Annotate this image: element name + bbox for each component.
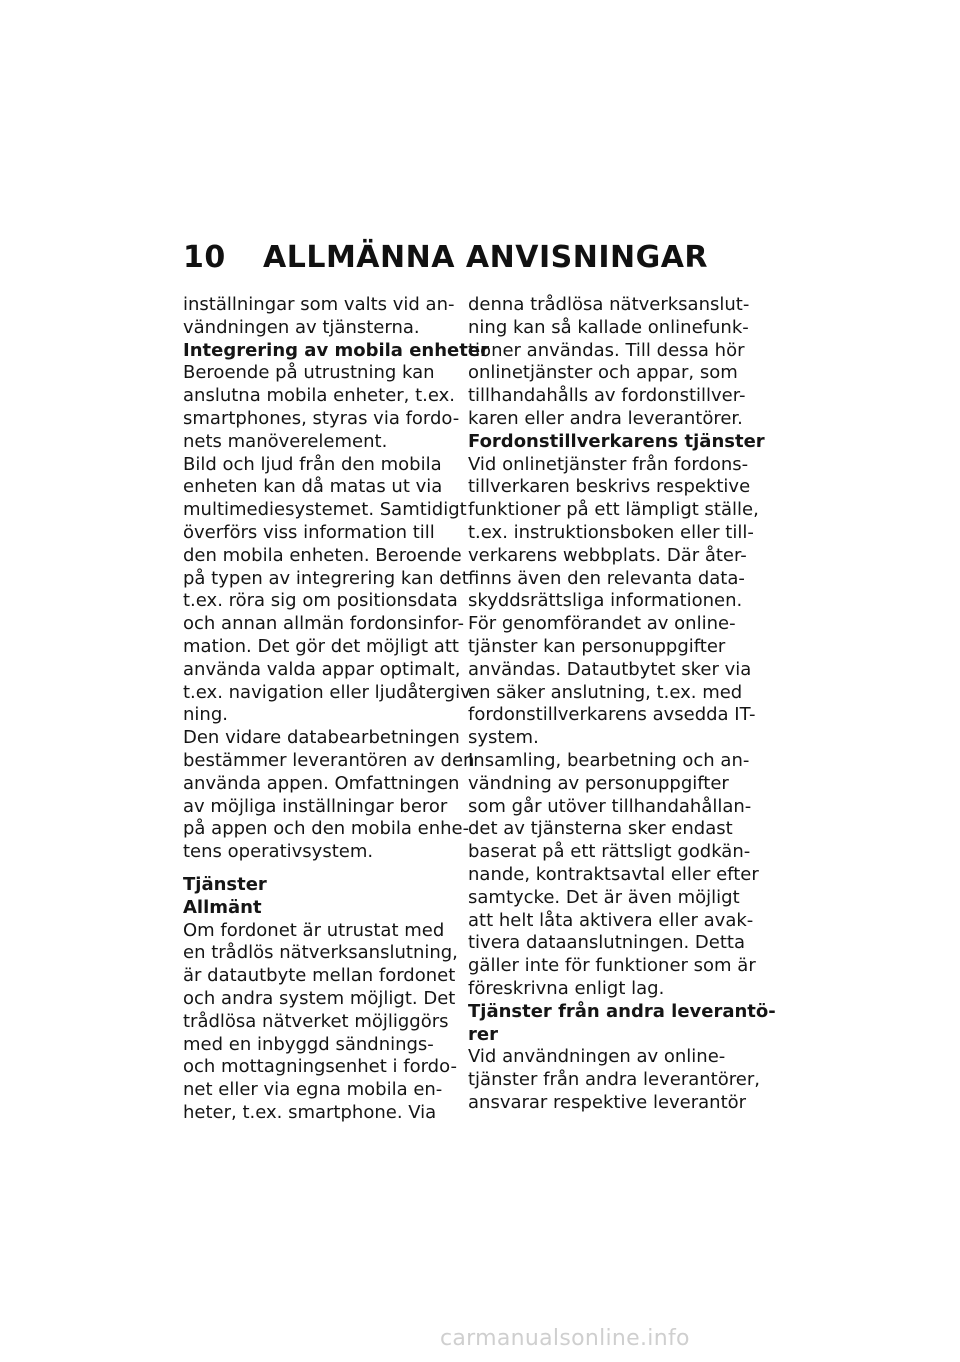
text-line: smartphones, styras via fordo- [183, 407, 460, 429]
text-line: tivera dataanslutningen. Detta [468, 932, 746, 954]
text-line: tjänster kan personuppgifter [468, 635, 726, 657]
subsection-heading-cont: rer [468, 1023, 498, 1045]
text-line: och annan allmän fordonsinfor- [183, 613, 464, 635]
text-line: och mottagningsenhet i fordo- [183, 1056, 457, 1078]
text-line: nets manöverelement. [183, 430, 388, 452]
text-line: net eller via egna mobila en- [183, 1079, 443, 1101]
text-line: tens operativsystem. [183, 841, 374, 863]
text-line: överförs viss information till [183, 521, 435, 543]
text-line: Beroende på utrustning kan [183, 362, 435, 384]
section-heading: Tjänster [183, 873, 267, 895]
chapter-title: ALLMÄNNA ANVISNINGAR [263, 240, 709, 275]
text-line: den mobila enheten. Beroende [183, 544, 462, 566]
text-line: t.ex. instruktionsboken eller till- [468, 521, 754, 543]
text-line: användas. Datautbytet sker via [468, 658, 752, 680]
left-column [183, 294, 489, 1125]
text-line: föreskrivna enligt lag. [468, 977, 665, 999]
subsection-heading: Fordonstillverkarens tjänster [468, 430, 765, 452]
text-line: på typen av integrering kan det [183, 567, 469, 589]
right-column [468, 294, 776, 1115]
text-line: denna trådlösa nätverksanslut- [468, 294, 750, 315]
text-line: vändning av personuppgifter [468, 772, 729, 794]
text-line: karen eller andra leverantörer. [468, 407, 743, 429]
text-line: tillhandahålls av fordonstillver- [468, 385, 746, 407]
text-line: tioner användas. Till dessa hör [468, 339, 745, 361]
text-line: är datautbyte mellan fordonet [183, 965, 456, 987]
text-line: inställningar som valts vid an- [183, 294, 455, 315]
chapter-number: 10 [183, 240, 226, 275]
text-line: använda valda appar optimalt, [183, 658, 461, 680]
section-heading: Integrering av mobila enheter [183, 339, 489, 361]
text-line: multimediesystemet. Samtidigt [183, 499, 467, 521]
text-line: enheten kan då matas ut via [183, 476, 443, 498]
watermark: carmanualsonline.info [440, 1326, 690, 1351]
text-line: Vid användningen av online- [468, 1046, 726, 1068]
text-line: baserat på ett rättsligt godkän- [468, 841, 751, 863]
chapter-header [183, 240, 708, 275]
subsection-heading: Tjänster från andra leverantö- [468, 1000, 776, 1022]
text-line: För genomförandet av online- [468, 613, 736, 635]
text-line: Insamling, bearbetning och an- [468, 749, 750, 771]
text-line: Om fordonet är utrustat med [183, 919, 445, 941]
subsection-heading: Allmänt [183, 896, 262, 918]
paragraph-gap [183, 864, 455, 874]
text-line: av möjliga inställningar beror [183, 795, 448, 817]
text-line: verkarens webbplats. Där åter- [468, 544, 747, 566]
text-line: skyddsrättsliga informationen. [468, 590, 743, 612]
text-line: bestämmer leverantören av den [183, 749, 475, 771]
text-line: t.ex. navigation eller ljudåtergiv- [183, 681, 477, 703]
text-line: vändningen av tjänsterna. [183, 316, 420, 338]
text-line: Den vidare databearbetningen [183, 727, 460, 749]
text-line: tjänster från andra leverantörer, [468, 1069, 760, 1091]
text-line: fordonstillverkarens avsedda IT- [468, 704, 756, 726]
text-line: anslutna mobila enheter, t.ex. [183, 385, 456, 407]
text-line: som går utöver tillhandahållan- [468, 795, 752, 817]
text-line: och andra system möjligt. Det [183, 987, 456, 1009]
text-line: ansvarar respektive leverantör [468, 1091, 747, 1113]
text-line: ning kan så kallade onlinefunk- [468, 316, 749, 338]
text-line: på appen och den mobila enhe- [183, 818, 470, 840]
text-line: tillverkaren beskrivs respektive [468, 476, 751, 498]
text-line: gäller inte för funktioner som är [468, 955, 756, 977]
text-line: Vid onlinetjänster från fordons- [468, 453, 749, 475]
text-line: ning. [183, 704, 228, 726]
text-line: en säker anslutning, t.ex. med [468, 681, 743, 703]
text-line: funktioner på ett lämpligt ställe, [468, 499, 759, 521]
text-line: t.ex. röra sig om positionsdata [183, 590, 458, 612]
text-line: samtycke. Det är även möjligt [468, 886, 740, 908]
text-line: nande, kontraktsavtal eller efter [468, 863, 759, 885]
text-line: med en inbyggd sändnings- [183, 1033, 434, 1055]
text-line: heter, t.ex. smartphone. Via [183, 1101, 437, 1123]
text-line: onlinetjänster och appar, som [468, 362, 738, 384]
text-line: trådlösa nätverket möjliggörs [183, 1010, 449, 1032]
text-line: att helt låta aktivera eller avak- [468, 909, 754, 931]
text-line: använda appen. Omfattningen [183, 772, 460, 794]
text-line: en trådlös nätverksanslutning, [183, 942, 458, 964]
text-line: det av tjänsterna sker endast [468, 818, 733, 840]
text-line: Bild och ljud från den mobila [183, 453, 442, 475]
text-line: finns även den relevanta data- [468, 567, 745, 589]
text-line: mation. Det gör det möjligt att [183, 635, 459, 657]
text-line: system. [468, 727, 539, 749]
